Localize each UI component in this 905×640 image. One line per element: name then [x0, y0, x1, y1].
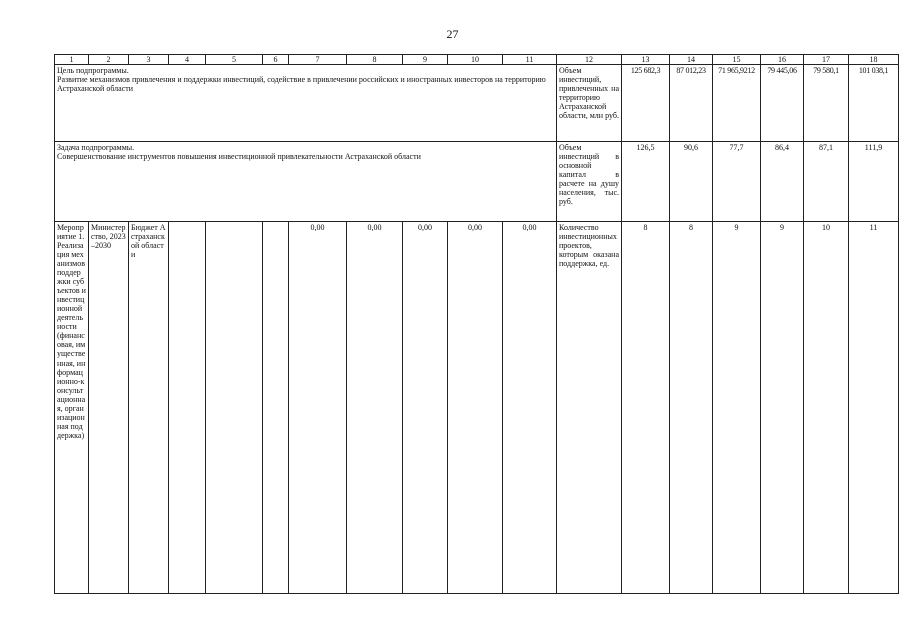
goal-text: Цель подпрограммы. Развитие механизмов привлечения и поддержки инвестиций, содействие в привлечении российских и иностранных инвесторов на территорию Астраханской области — [55, 65, 557, 142]
measure-value: 10 — [804, 222, 849, 594]
column-header: 8 — [347, 55, 403, 65]
measure-value: 8 — [670, 222, 713, 594]
column-header: 10 — [448, 55, 503, 65]
column-header: 9 — [403, 55, 448, 65]
goal-row — [55, 65, 899, 142]
measure-value: 11 — [849, 222, 899, 594]
measure-source: Бюджет Астраханской области — [129, 222, 169, 594]
measure-amount: 0,00 — [448, 222, 503, 594]
column-header: 16 — [761, 55, 804, 65]
measure-cell-4 — [169, 222, 206, 594]
column-header: 5 — [206, 55, 263, 65]
task-value: 86,4 — [761, 142, 804, 222]
column-header: 7 — [289, 55, 347, 65]
column-header: 11 — [503, 55, 557, 65]
column-header: 3 — [129, 55, 169, 65]
column-header: 15 — [713, 55, 761, 65]
goal-value: 87 012,23 — [670, 65, 713, 142]
task-value: 111,9 — [849, 142, 899, 222]
measure-cell-5 — [206, 222, 263, 594]
column-header: 4 — [169, 55, 206, 65]
measure-value: 8 — [622, 222, 670, 594]
column-header: 14 — [670, 55, 713, 65]
task-value: 87,1 — [804, 142, 849, 222]
goal-value: 125 682,3 — [622, 65, 670, 142]
measure-amount: 0,00 — [347, 222, 403, 594]
measure-amount: 0,00 — [289, 222, 347, 594]
measure-indicator: Количество инвестиционных проектов, которым оказана поддержка, ед. — [557, 222, 622, 594]
task-row — [55, 142, 899, 222]
page-number: 27 — [446, 27, 459, 41]
goal-value: 101 038,1 — [849, 65, 899, 142]
task-value: 90,6 — [670, 142, 713, 222]
goal-value: 79 445,06 — [761, 65, 804, 142]
header-row — [55, 55, 899, 65]
column-header: 6 — [263, 55, 289, 65]
column-header: 2 — [89, 55, 129, 65]
column-header: 17 — [804, 55, 849, 65]
measure-executor: Министерство, 2023–2030 — [89, 222, 129, 594]
main-table — [54, 54, 899, 594]
measure-value: 9 — [761, 222, 804, 594]
column-header: 12 — [557, 55, 622, 65]
goal-indicator: Объем инвестиций, привлеченных на территорию Астраханской области, млн руб. — [557, 65, 622, 142]
column-header: 1 — [55, 55, 89, 65]
task-value: 77,7 — [713, 142, 761, 222]
measure-amount: 0,00 — [403, 222, 448, 594]
column-header: 18 — [849, 55, 899, 65]
task-value: 126,5 — [622, 142, 670, 222]
measure-cell-6 — [263, 222, 289, 594]
task-indicator: Объем инвестиций в основной капитал в расчете на душу населения, тыс. руб. — [557, 142, 622, 222]
measure-name: Мероприятие 1. Реализация механизмов поддержки субъектов инвестиционной деятельности (финансовая, имущественная, информационно-консультационная, организационная поддержка) — [55, 222, 89, 594]
column-header: 13 — [622, 55, 670, 65]
measure-amount: 0,00 — [503, 222, 557, 594]
task-text: Задача подпрограммы. Совершенствование инструментов повышения инвестиционной привлекательности Астраханской области — [55, 142, 557, 222]
measure-row — [55, 222, 899, 594]
measure-value: 9 — [713, 222, 761, 594]
goal-value: 71 965,9212 — [713, 65, 761, 142]
goal-value: 79 580,1 — [804, 65, 849, 142]
